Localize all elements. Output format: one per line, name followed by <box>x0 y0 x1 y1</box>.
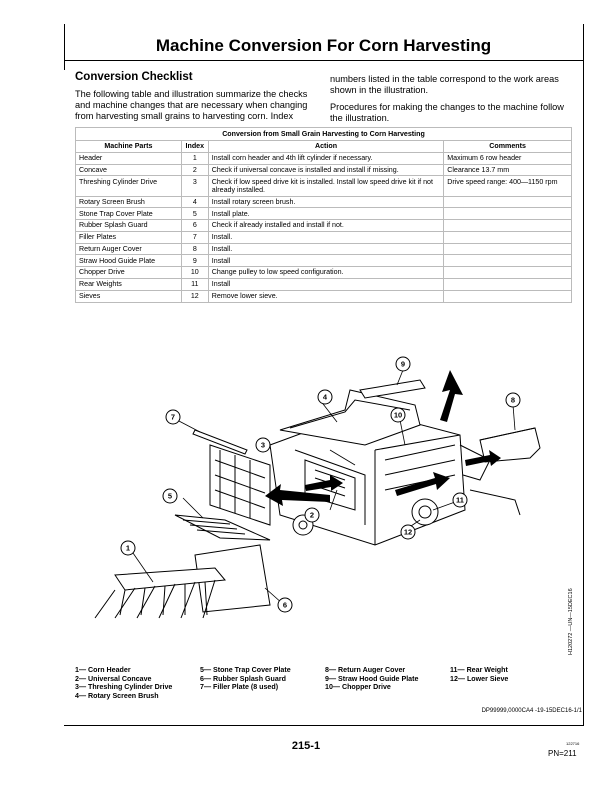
page-number: 215-1 <box>291 740 321 752</box>
table-row <box>76 196 572 208</box>
pn-label: PN=211 <box>548 749 577 758</box>
intro-paragraph-right-2: Procedures for making the changes to the machine follow the illustration. <box>330 102 564 123</box>
table-row <box>76 164 572 176</box>
column-header-comments: Comments <box>444 141 572 153</box>
illustration-code: H120272 —UN—15DEC16 <box>568 588 574 655</box>
cell-part: Rubber Splash Guard <box>76 220 182 232</box>
intro-paragraph-right-1: numbers listed in the table correspond to the work areas shown in the illustration. <box>330 74 559 95</box>
callout-label-6: 6 <box>282 600 288 610</box>
column-header-index: Index <box>181 141 208 153</box>
legend-column-3 <box>325 666 418 692</box>
cell-part: Concave <box>76 164 182 176</box>
legend-item: 11— Rear Weight <box>450 666 508 674</box>
legend-item: 10— Chopper Drive <box>325 683 391 692</box>
cell-comment: Clearance 13.7 mm <box>444 164 572 176</box>
table-row <box>76 220 572 232</box>
legend-item: 2— Universal Concave <box>75 674 152 683</box>
table-caption: Conversion from Small Grain Harvesting to Corn Harvesting <box>75 127 572 140</box>
legend-item: 4— Rotary Screen Brush <box>75 691 159 700</box>
combine-conversion-illustration <box>75 350 575 660</box>
cell-part: Stone Trap Cover Plate <box>76 208 182 220</box>
callout-label-1: 1 <box>125 543 131 553</box>
cell-action: Install <box>208 255 443 267</box>
straw-hood-guide-plate-drawing <box>360 380 425 398</box>
cell-comment <box>444 279 572 291</box>
legend-column-2 <box>200 666 291 692</box>
table-row <box>76 176 572 196</box>
column-header-parts: Machine Parts <box>76 141 182 153</box>
cell-index: 4 <box>181 196 208 208</box>
legend-item: 9— Straw Hood Guide Plate <box>325 674 419 683</box>
callout-label-5: 5 <box>167 491 173 501</box>
cell-comment <box>444 267 572 279</box>
cell-action: Install corn header and 4th lift cylinder if necessary. <box>208 152 443 164</box>
revision-code: 122716 <box>566 741 580 746</box>
legend-item: 8— Return Auger Cover <box>325 666 406 674</box>
table-row <box>76 231 572 243</box>
callout-label-12: 12 <box>403 527 413 537</box>
cell-index: 5 <box>181 208 208 220</box>
callout-label-3: 3 <box>260 440 266 450</box>
legend-item: 3— Threshing Cylinder Drive <box>75 683 173 692</box>
cell-part: Rear Weights <box>76 279 182 291</box>
cell-index: 12 <box>181 290 208 302</box>
cell-comment <box>444 208 572 220</box>
corn-header-drawing <box>95 568 225 618</box>
cell-index: 11 <box>181 279 208 291</box>
cell-part: Chopper Drive <box>76 267 182 279</box>
cell-comment <box>444 231 572 243</box>
cell-index: 10 <box>181 267 208 279</box>
callout-label-9: 9 <box>400 359 406 369</box>
table-row <box>76 279 572 291</box>
bottom-rule <box>64 725 584 726</box>
legend-item: 6— Rubber Splash Guard <box>200 674 286 683</box>
cell-action: Check if universal concave is installed and install if missing. <box>208 164 443 176</box>
callout-label-2: 2 <box>309 510 315 520</box>
table-row <box>76 290 572 302</box>
cell-index: 3 <box>181 176 208 196</box>
cell-comment <box>444 290 572 302</box>
table-row <box>76 152 572 164</box>
callout-label-11: 11 <box>456 495 464 505</box>
callout-label-4: 4 <box>322 392 328 402</box>
cell-part: Filler Plates <box>76 231 182 243</box>
cell-index: 8 <box>181 243 208 255</box>
legend-item: 7— Filler Plate (8 used) <box>200 683 279 692</box>
cell-index: 9 <box>181 255 208 267</box>
table-row <box>76 208 572 220</box>
cell-action: Remove lower sieve. <box>208 290 443 302</box>
page-title: Machine Conversion For Corn Harvesting <box>155 36 492 55</box>
legend-item: 1— Corn Header <box>75 666 131 674</box>
cell-comment <box>444 243 572 255</box>
cell-index: 1 <box>181 152 208 164</box>
cell-part: Return Auger Cover <box>76 243 182 255</box>
callout-label-7: 7 <box>170 412 176 422</box>
cell-part: Header <box>76 152 182 164</box>
legend-item: 12— Lower Sieve <box>450 674 509 683</box>
cell-action: Install. <box>208 243 443 255</box>
table-row <box>76 255 572 267</box>
cell-action: Install rotary screen brush. <box>208 196 443 208</box>
cell-part: Straw Hood Guide Plate <box>76 255 182 267</box>
cell-index: 7 <box>181 231 208 243</box>
cell-part: Threshing Cylinder Drive <box>76 176 182 196</box>
cell-part: Rotary Screen Brush <box>76 196 182 208</box>
column-header-action: Action <box>208 141 443 153</box>
cell-index: 6 <box>181 220 208 232</box>
callout-label-8: 8 <box>510 395 516 405</box>
title-rule <box>64 60 584 61</box>
frame-right-line <box>583 24 584 725</box>
cell-part: Sieves <box>76 290 182 302</box>
cell-action: Check if already installed and install if not. <box>208 220 443 232</box>
cell-action: Check if low speed drive kit is installed. Install low speed drive kit if not already installed. <box>208 176 443 196</box>
cell-comment <box>444 255 572 267</box>
intro-paragraph-left: The following table and illustration summarize the checks and machine changes that are necessary when changing from harvesting small grains to harvesting corn. Index <box>75 89 308 121</box>
legend-column-4 <box>450 666 508 683</box>
callout-label-10: 10 <box>393 410 403 420</box>
cell-action: Change pulley to low speed configuration. <box>208 267 443 279</box>
document-code: DP99999,0000CA4 -19-15DEC16-1/1 <box>481 708 582 714</box>
section-heading: Conversion Checklist <box>75 71 193 83</box>
cell-action: Install. <box>208 231 443 243</box>
cell-index: 2 <box>181 164 208 176</box>
cell-comment <box>444 196 572 208</box>
legend-item: 5— Stone Trap Cover Plate <box>200 666 291 674</box>
cell-comment <box>444 220 572 232</box>
cell-action: Install <box>208 279 443 291</box>
concave-frame-drawing <box>210 445 270 525</box>
conversion-table <box>75 127 572 303</box>
table-row <box>76 267 572 279</box>
cell-comment: Drive speed range: 400—1150 rpm <box>444 176 572 196</box>
table-row <box>76 243 572 255</box>
table-header-row <box>76 141 572 153</box>
cell-comment: Maximum 6 row header <box>444 152 572 164</box>
cell-action: Install plate. <box>208 208 443 220</box>
legend-column-1 <box>75 666 172 700</box>
